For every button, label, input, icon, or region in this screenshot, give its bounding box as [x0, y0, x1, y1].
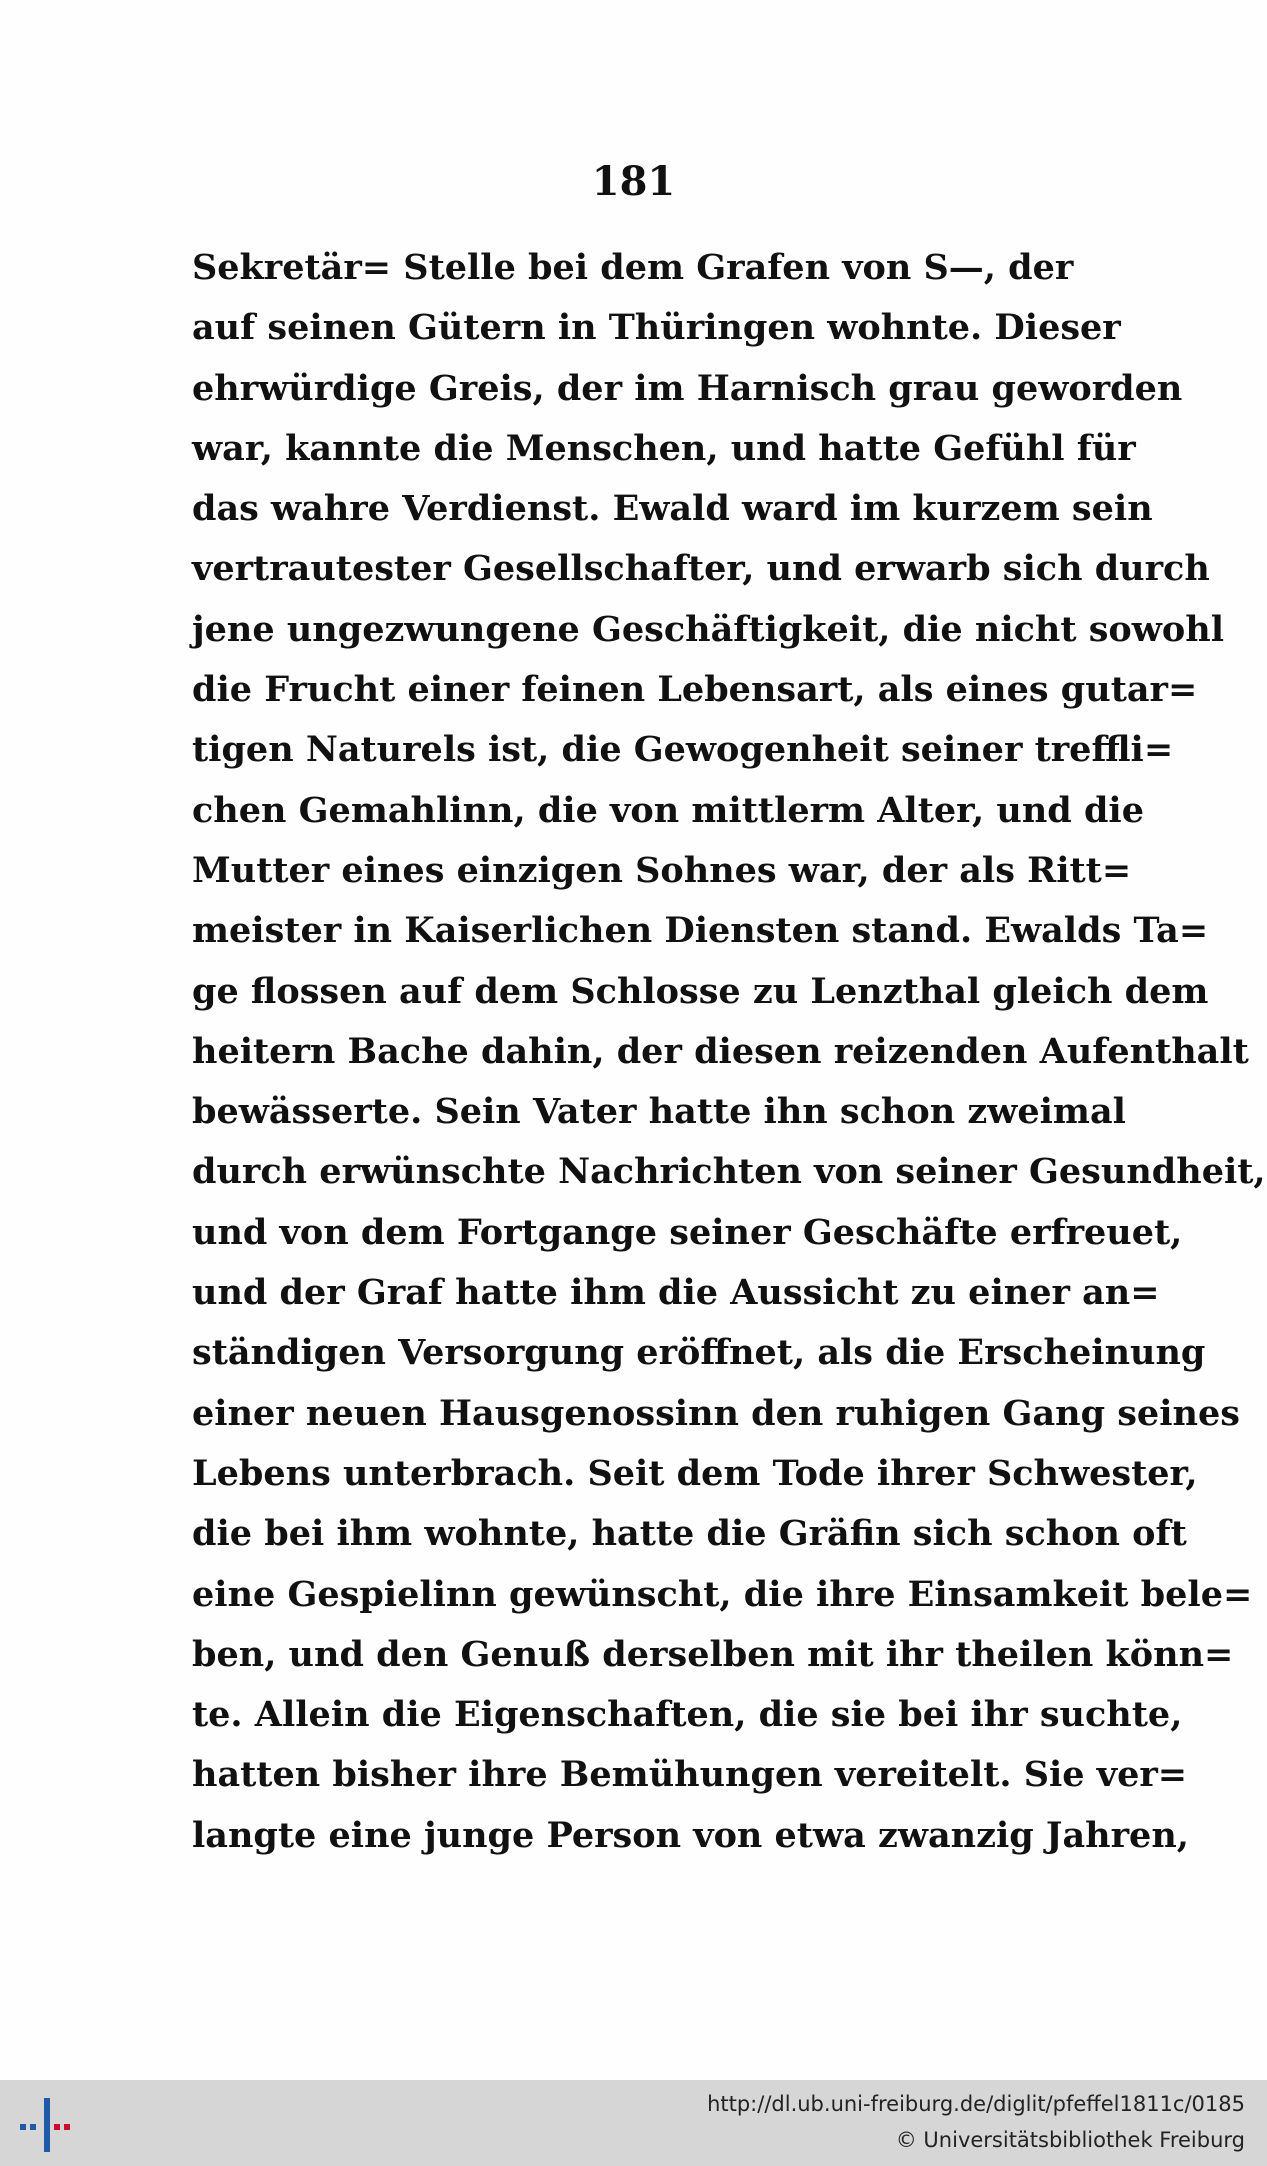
- text-line: bewässerte. Sein Vater hatte ihn schon zweimal: [192, 1091, 1126, 1133]
- text-line: Sekretär= Stelle bei dem Grafen von S—, der: [192, 247, 1074, 288]
- text-line: auf seinen Gütern in Thüringen wohnte. Dieser: [192, 307, 1121, 349]
- text-line: die bei ihm wohnte, hatte die Gräfin sich schon oft: [192, 1513, 1187, 1555]
- text-line: ge flossen auf dem Schlosse zu Lenzthal gleich dem: [192, 970, 1209, 1012]
- text-line: ehrwürdige Greis, der im Harnisch grau geworden: [192, 367, 1183, 409]
- text-line: te. Allein die Eigenschaften, die sie bei ihr suchte,: [192, 1694, 1183, 1736]
- text-line: vertrautester Gesellschafter, und erwarb sich durch: [192, 548, 1210, 590]
- text-line: tigen Naturels ist, die Gewogenheit seiner treffli=: [192, 729, 1174, 771]
- text-line: hatten bisher ihre Bemühungen vereitelt. Sie ver=: [192, 1754, 1188, 1796]
- page-number: 181: [591, 158, 676, 205]
- text-line: Mutter eines einzigen Sohnes war, der als Ritt=: [192, 849, 1132, 891]
- text-line: und von dem Fortgange seiner Geschäfte erfreuet,: [192, 1211, 1183, 1253]
- text-line: eine Gespielinn gewünscht, die ihre Einsamkeit bele=: [192, 1573, 1253, 1615]
- text-line: jene ungezwungene Geschäftigkeit, die nicht sowohl: [192, 608, 1224, 650]
- footer-bar: [0, 2080, 1267, 2166]
- body-text: [192, 238, 1266, 1866]
- text-line: die Frucht einer feinen Lebensart, als eines gutar=: [192, 669, 1198, 711]
- text-line: Lebens unterbrach. Seit dem Tode ihrer Schwester,: [192, 1452, 1198, 1494]
- text-line: einer neuen Hausgenossinn den ruhigen Gang seines: [192, 1392, 1240, 1434]
- text-line: durch erwünschte Nachrichten von seiner Gesundheit,: [192, 1151, 1266, 1193]
- text-line: das wahre Verdienst. Ewald ward im kurzem sein: [192, 488, 1153, 530]
- document-url[interactable]: http://dl.ub.uni-freiburg.de/diglit/pfeffel1811c/0185: [707, 2092, 1245, 2116]
- text-line: langte eine junge Person von etwa zwanzig Jahren,: [192, 1814, 1189, 1856]
- text-line: war, kannte die Menschen, und hatte Gefühl für: [192, 427, 1136, 469]
- text-line: chen Gemahlinn, die von mittlerm Alter, und die: [192, 789, 1144, 831]
- copyright-notice: © Universitätsbibliothek Freiburg: [895, 2128, 1245, 2152]
- text-line: ben, und den Genuß derselben mit ihr theilen könn=: [192, 1633, 1234, 1675]
- text-line: heitern Bache dahin, der diesen reizenden Aufenthalt: [192, 1030, 1249, 1072]
- text-line: ständigen Versorgung eröffnet, als die Erscheinung: [192, 1332, 1206, 1374]
- text-line: meister in Kaiserlichen Diensten stand. Ewalds Ta=: [192, 910, 1209, 952]
- text-line: und der Graf hatte ihm die Aussicht zu einer an=: [192, 1272, 1160, 1314]
- library-logo-icon: [18, 2094, 78, 2156]
